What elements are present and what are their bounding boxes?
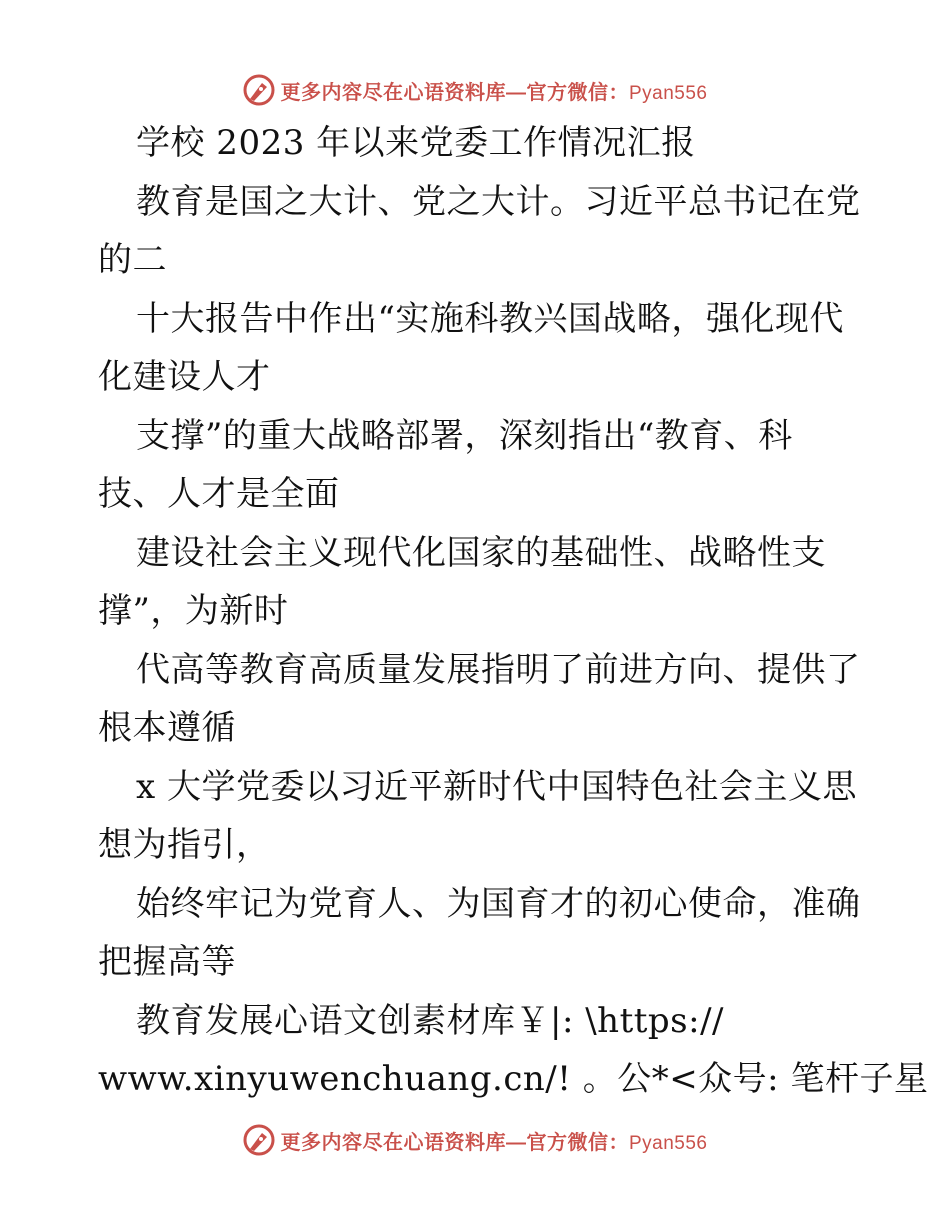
footer-watermark bbox=[0, 1120, 950, 1160]
watermark-label bbox=[280, 1126, 707, 1155]
document-body bbox=[98, 114, 929, 1109]
text-line: 十大报告中作出“实施科教兴国战略，强化现代 bbox=[136, 298, 844, 339]
header-watermark bbox=[0, 70, 950, 110]
text-line: 始终牢记为党育人、为国育才的初心使命，准确 bbox=[136, 883, 861, 924]
text-line: 撑”，为新时 bbox=[98, 591, 289, 631]
watermark-wechat-id: Pyan556 bbox=[628, 1132, 708, 1154]
text-line: 的二 bbox=[98, 240, 167, 280]
document-title: 学校 2023 年以来党委工作情况汇报 bbox=[136, 123, 696, 163]
text-line: 教育是国之大计、党之大计。习近平总书记在党 bbox=[136, 181, 861, 222]
text-line: x 大学党委以习近平新时代中国特色社会主义思 bbox=[136, 766, 857, 807]
text-line: 把握高等 bbox=[98, 942, 236, 982]
text-line: 想为指引， bbox=[98, 825, 271, 865]
text-line: 根本遵循 bbox=[98, 708, 236, 748]
text-line: 教育发展心语文创素材库￥|: \https:// bbox=[136, 1000, 724, 1041]
text-line: 化建设人才 bbox=[98, 357, 271, 397]
pen-nib-logo-icon bbox=[242, 1123, 276, 1157]
text-line: 技、人才是全面 bbox=[98, 474, 340, 514]
watermark-text: 更多内容尽在心语资料库—官方微信： bbox=[280, 81, 629, 104]
watermark-text: 更多内容尽在心语资料库—官方微信： bbox=[280, 1131, 629, 1154]
text-line: 建设社会主义现代化国家的基础性、战略性支 bbox=[136, 532, 826, 573]
text-line: www.xinyuwenchuang.cn/! 。公*<众号: 笔杆子星 bbox=[98, 1059, 929, 1099]
text-line: 支撑”的重大战略部署，深刻指出“教育、科 bbox=[136, 415, 793, 456]
watermark-wechat-id: Pyan556 bbox=[628, 82, 708, 104]
watermark-label bbox=[280, 76, 707, 105]
text-line: 代高等教育高质量发展指明了前进方向、提供了 bbox=[136, 649, 861, 690]
pen-nib-logo-icon bbox=[242, 73, 276, 107]
